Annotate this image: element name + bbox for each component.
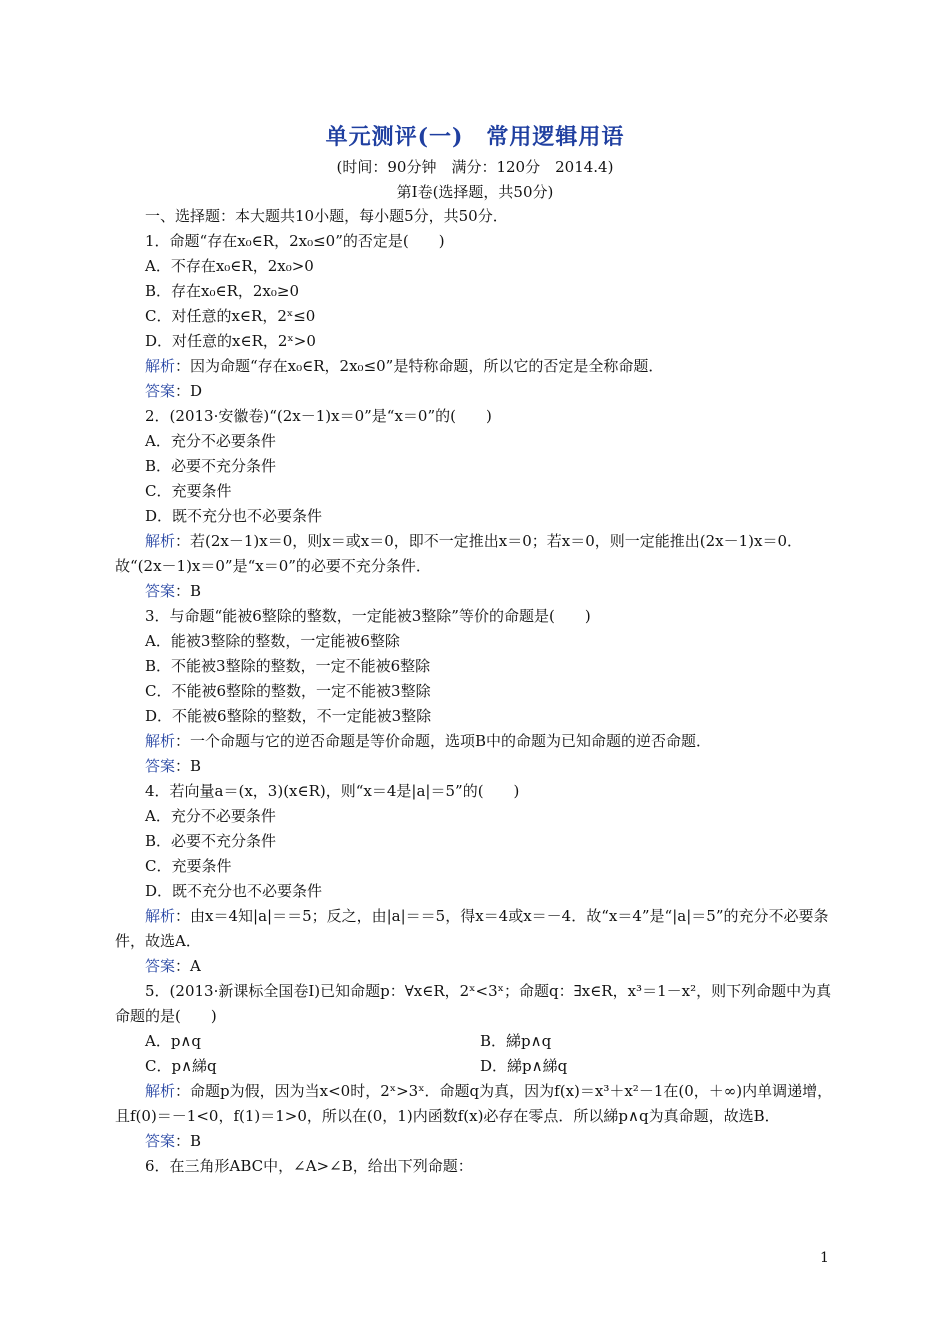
question-4-option-c: C．充要条件 xyxy=(145,857,232,875)
volume-heading: 第Ⅰ卷(选择题，共50分) xyxy=(396,183,554,201)
answer-label: 答案 xyxy=(145,957,176,975)
exam-info: (时间：90分钟 满分：120分 2014.4) xyxy=(336,158,614,176)
question-1-option-d: D．对任意的x∈R，2ˣ>0 xyxy=(145,332,316,350)
question-5-options-row-2 xyxy=(115,1054,840,1079)
question-5-stem: 5．(2013·新课标全国卷Ⅰ)已知命题p：∀x∈R，2ˣ<3ˣ；命题q：∃x∈R，x³＝1－x²，则下列命题中为真命题的是( ) xyxy=(115,982,832,1025)
question-5-option-b: B．綈p∧q xyxy=(480,1032,552,1050)
question-4-analysis xyxy=(115,904,840,954)
question-2-option-d: D．既不充分也不必要条件 xyxy=(145,507,323,525)
analysis-label: 解析 xyxy=(145,732,176,750)
question-5-option-d: D．綈p∧綈q xyxy=(480,1057,568,1075)
question-3-option-d: D．不能被6整除的整数，不一定能被3整除 xyxy=(145,707,432,725)
answer-label: 答案 xyxy=(145,1132,176,1150)
question-4-answer xyxy=(115,954,840,979)
question-5-option-a: A．p∧q xyxy=(145,1032,202,1050)
question-1-answer xyxy=(115,379,840,404)
page-number: 1 xyxy=(820,1250,829,1266)
answer-text: ：A xyxy=(175,957,201,975)
analysis-text: ：若(2x－1)x＝0，则x＝或x＝0，即不一定推出x＝0；若x＝0，则一定能推出(2x－1)x＝0．故“(2x－1)x＝0”是“x＝0”的必要不充分条件． xyxy=(115,532,802,575)
answer-label: 答案 xyxy=(145,382,176,400)
question-1-analysis xyxy=(115,354,840,379)
section-heading: 一、选择题：本大题共10小题，每小题5分，共50分． xyxy=(145,207,508,225)
question-2-analysis xyxy=(115,529,840,579)
answer-text: ：B xyxy=(175,1132,202,1150)
analysis-text: ：因为命题“存在x₀∈R，2x₀≤0”是特称命题，所以它的否定是全称命题． xyxy=(175,357,664,375)
question-3-option-c: C．不能被6整除的整数，一定不能被3整除 xyxy=(145,682,431,700)
page-title: 单元测评(一) 常用逻辑用语 xyxy=(325,124,625,150)
analysis-text: ：一个命题与它的逆否命题是等价命题，选项B中的命题为已知命题的逆否命题． xyxy=(175,732,712,750)
question-3-option-a: A．能被3整除的整数，一定能被6整除 xyxy=(145,632,400,650)
question-2-option-b: B．必要不充分条件 xyxy=(145,457,277,475)
question-3-stem: 3．与命题“能被6整除的整数，一定能被3整除”等价的命题是( ) xyxy=(145,607,591,625)
question-3-option-b: B．不能被3整除的整数，一定不能被6整除 xyxy=(145,657,431,675)
analysis-label: 解析 xyxy=(145,1082,176,1100)
question-1-option-b: B．存在x₀∈R，2x₀≥0 xyxy=(145,282,300,300)
answer-label: 答案 xyxy=(145,582,176,600)
analysis-label: 解析 xyxy=(145,532,176,550)
question-3-analysis xyxy=(115,729,840,754)
question-4-option-a: A．充分不必要条件 xyxy=(145,807,276,825)
question-2-answer xyxy=(115,579,840,604)
question-2-option-c: C．充要条件 xyxy=(145,482,232,500)
question-5-analysis xyxy=(115,1079,840,1129)
question-6-stem: 6．在三角形ABC中，∠A>∠B，给出下列命题： xyxy=(145,1157,473,1175)
question-5-option-c: C．p∧綈q xyxy=(145,1057,217,1075)
question-1-option-c: C．对任意的x∈R，2ˣ≤0 xyxy=(145,307,316,325)
answer-label: 答案 xyxy=(145,757,176,775)
question-1-option-a: A．不存在x₀∈R，2x₀>0 xyxy=(145,257,314,275)
question-4-option-b: B．必要不充分条件 xyxy=(145,832,277,850)
question-3-answer xyxy=(115,754,840,779)
answer-text: ：B xyxy=(175,757,202,775)
analysis-label: 解析 xyxy=(145,357,176,375)
question-4-stem: 4．若向量a＝(x，3)(x∈R)，则“x＝4是|a|＝5”的( ) xyxy=(145,782,520,800)
question-5-options-row-1 xyxy=(115,1029,840,1054)
question-5-answer xyxy=(115,1129,840,1154)
analysis-label: 解析 xyxy=(145,907,176,925)
answer-text: ：B xyxy=(175,582,202,600)
analysis-text: ：由x＝4知|a|＝＝5；反之，由|a|＝＝5，得x＝4或x＝－4．故“x＝4”是“|a|＝5”的充分不必要条件，故选A． xyxy=(115,907,829,950)
question-1-stem: 1．命题“存在x₀∈R，2x₀≤0”的否定是( ) xyxy=(145,232,445,250)
question-2-option-a: A．充分不必要条件 xyxy=(145,432,276,450)
analysis-text: ：命题p为假，因为当x<0时，2ˣ>3ˣ．命题q为真，因为f(x)＝x³＋x²－1在(0，＋∞)内单调递增，且f(0)＝－1<0，f(1)＝1>0，所以在(0，1)内函数f(x)必存在零点．所以綈p∧q为真命题，故选B． xyxy=(115,1082,833,1125)
question-content xyxy=(115,204,840,1179)
question-2-stem: 2．(2013·安徽卷)“(2x－1)x＝0”是“x＝0”的( ) xyxy=(145,407,492,425)
question-4-option-d: D．既不充分也不必要条件 xyxy=(145,882,323,900)
answer-text: ：D xyxy=(175,382,203,400)
